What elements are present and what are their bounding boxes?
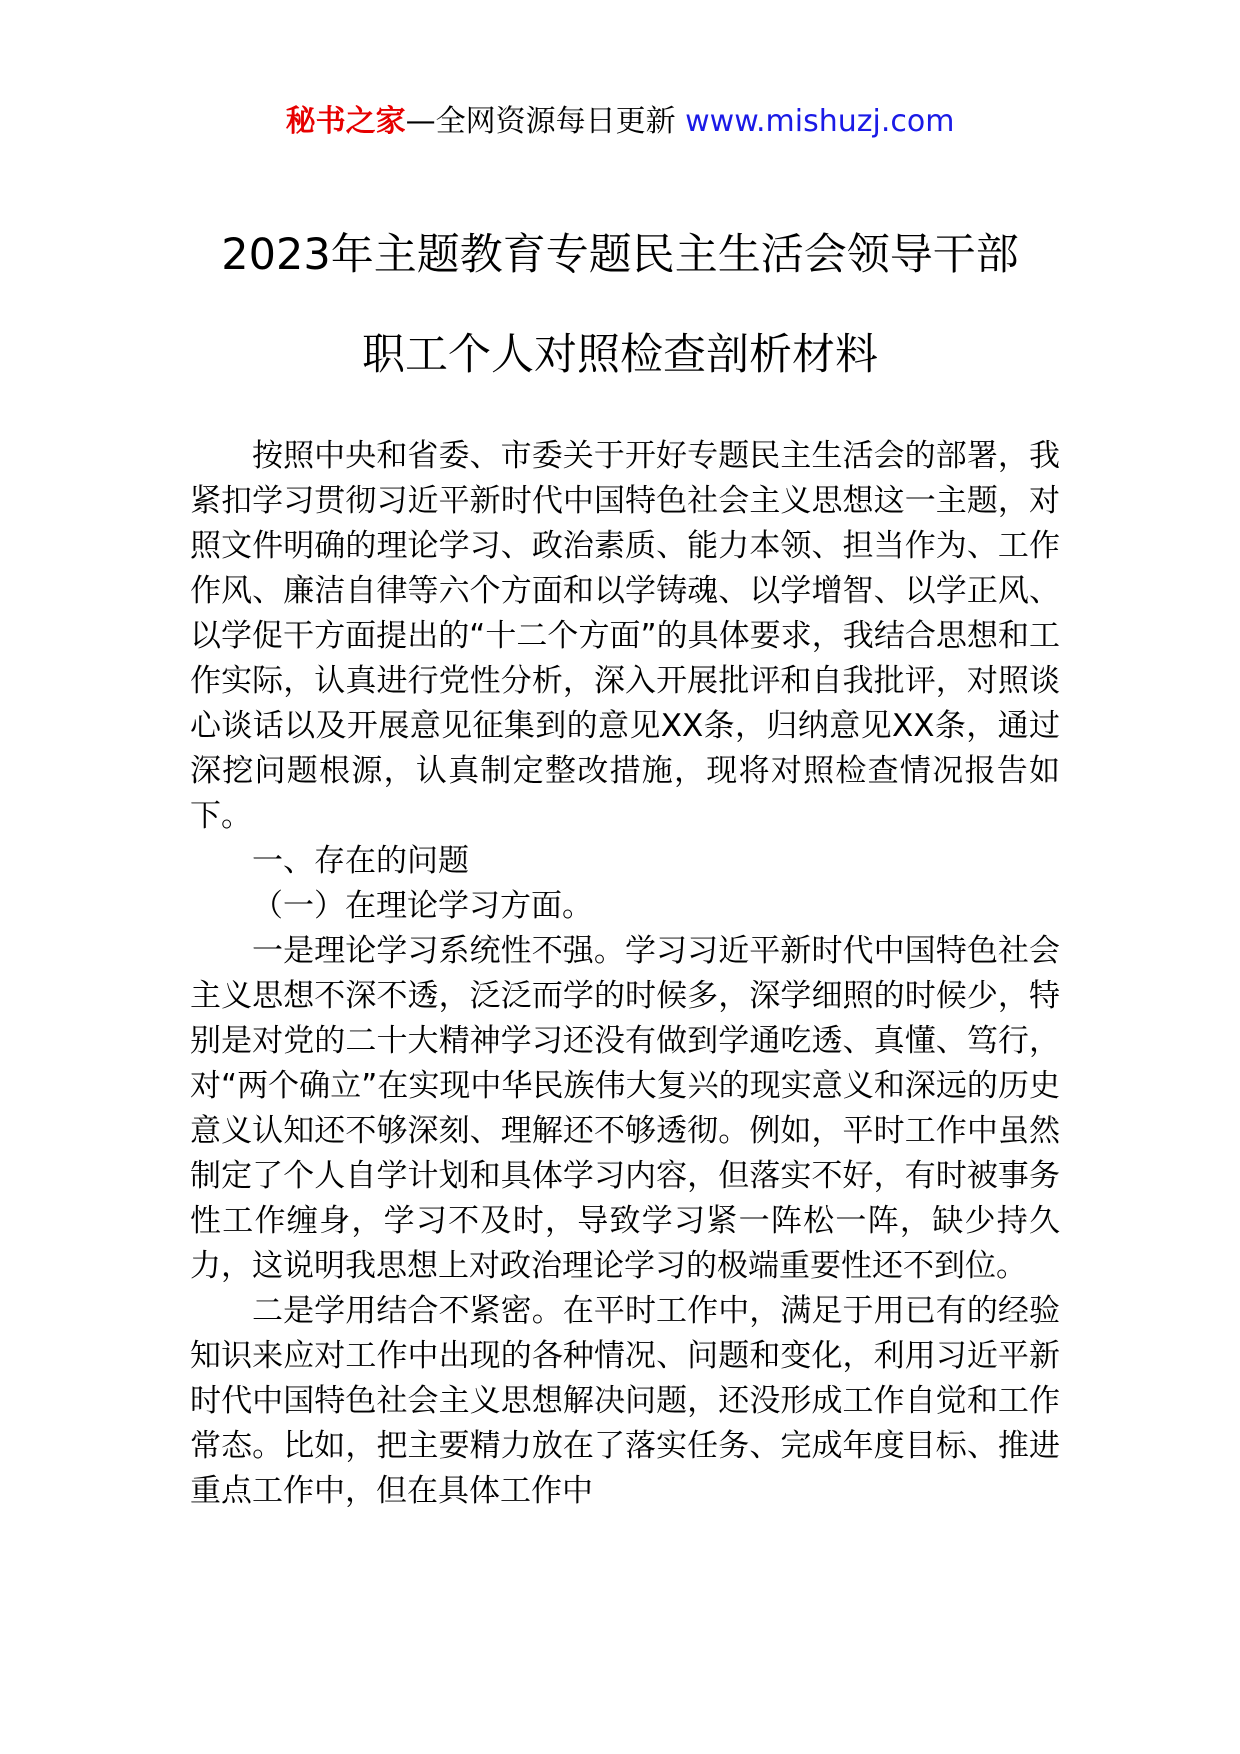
intro-paragraph: 按照中央和省委、市委关于开好专题民主生活会的部署，我紧扣学习贯彻习近平新时代中国特色社会主义思想这一主题，对照文件明确的理论学习、政治素质、能力本领、担当作为、工作作风、廉洁自律等六个方面和以学铸魂、以学增智、以学正风、以学促干方面提出的“十二个方面”的具体要求，我结合思想和工作实际，认真进行党性分析，深入开展批评和自我批评，对照谈心谈话以及开展意见征集到的意见XX条，归纳意见XX条，通过深挖问题根源，认真制定整改措施，现将对照检查情况报告如下。 <box>190 438 1060 834</box>
site-header <box>0 100 1240 144</box>
document-body <box>190 434 1060 1514</box>
site-url-link[interactable]: www.mishuzj.com <box>685 104 955 139</box>
header-tagline: —全网资源每日更新 <box>405 104 676 139</box>
paragraph-point-one: 一是理论学习系统性不强。学习习近平新时代中国特色社会主义思想不深不透，泛泛而学的时候多，深学细照的时候少，特别是对党的二十大精神学习还没有做到学通吃透、真懂、笃行，对“两个确立”在实现中华民族伟大复兴的现实意义和深远的历史意义认知还不够深刻、理解还不够透彻。例如，平时工作中虽然制定了个人自学计划和具体学习内容，但落实不好，有时被事务性工作缠身，学习不及时，导致学习紧一阵松一阵，缺少持久力，这说明我思想上对政治理论学习的极端重要性还不到位。 <box>190 933 1060 1284</box>
paragraph-point-two: 二是学用结合不紧密。在平时工作中，满足于用已有的经验知识来应对工作中出现的各种情况、问题和变化，利用习近平新时代中国特色社会主义思想解决问题，还没形成工作自觉和工作常态。比如，把主要精力放在了落实任务、完成年度目标、推进重点工作中，但在具体工作中 <box>190 1293 1060 1509</box>
brand-name: 秘书之家 <box>285 104 406 139</box>
title-line-2: 职工个人对照检查剖析材料 <box>362 330 878 380</box>
subsection-heading-theory: （一）在理论学习方面。 <box>252 888 593 924</box>
document-title <box>160 205 1080 405</box>
title-line-1: 2023年主题教育专题民主生活会领导干部 <box>221 230 1019 280</box>
section-heading-problems: 一、存在的问题 <box>252 843 469 879</box>
